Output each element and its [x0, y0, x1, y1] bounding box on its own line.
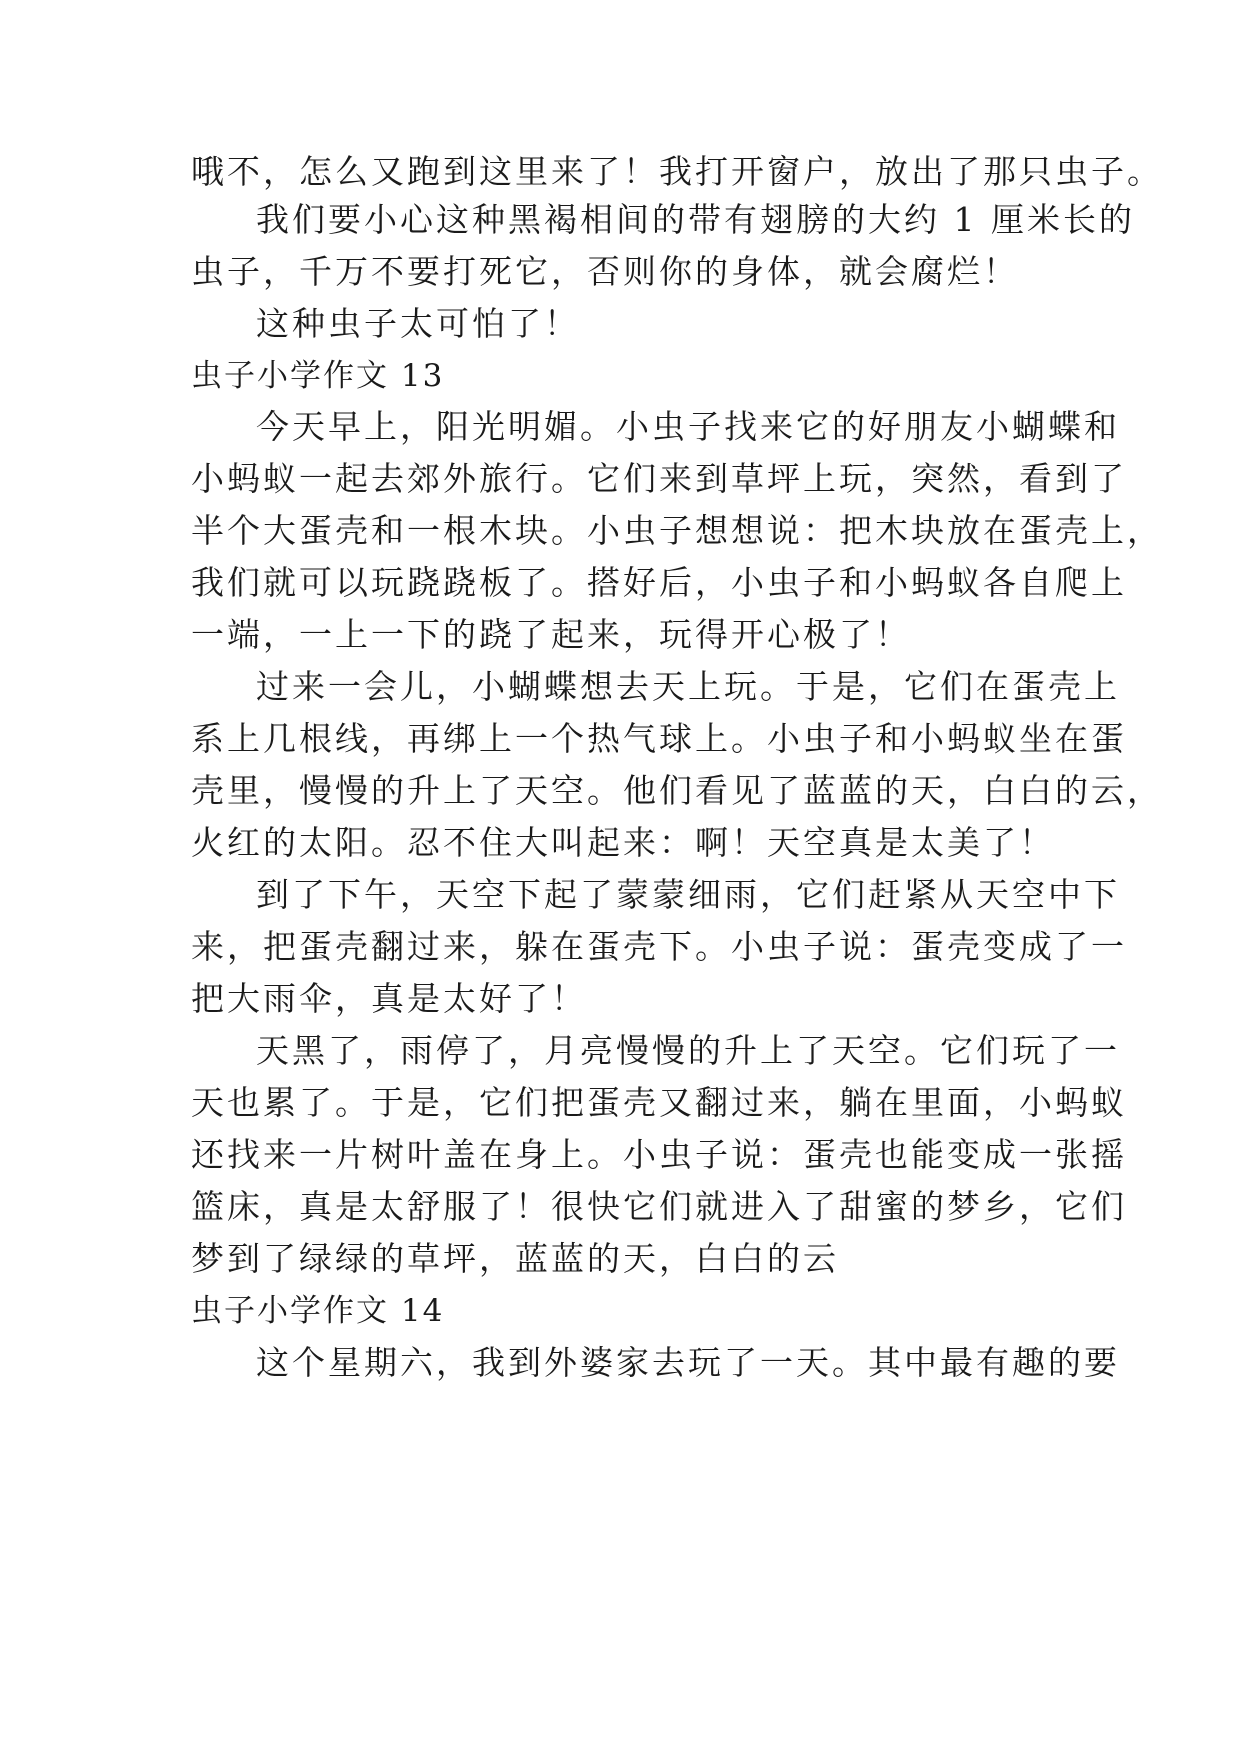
- paragraph-line: 这个星期六，我到外婆家去玩了一天。其中最有趣的要: [256, 1343, 1120, 1382]
- paragraph-line: 把大雨伞，真是太好了！: [191, 979, 587, 1018]
- paragraph-line: 天也累了。于是，它们把蛋壳又翻过来，躺在里面，小蚂蚁: [191, 1083, 1127, 1122]
- paragraph-line: 一端，一上一下的跷了起来，玩得开心极了！: [191, 615, 911, 654]
- paragraph-line: 梦到了绿绿的草坪，蓝蓝的天，白白的云: [191, 1239, 839, 1278]
- paragraph-line: 虫子，千万不要打死它，否则你的身体，就会腐烂！: [191, 252, 1019, 291]
- paragraph-line: 今天早上，阳光明媚。小虫子找来它的好朋友小蝴蝶和: [256, 407, 1120, 446]
- paragraph-line: 火红的太阳。忍不住大叫起来：啊！天空真是太美了！: [191, 823, 1055, 862]
- paragraph-line: 来，把蛋壳翻过来，躲在蛋壳下。小虫子说：蛋壳变成了一: [191, 927, 1127, 966]
- paragraph-line: 哦不，怎么又跑到这里来了！我打开窗户，放出了那只虫子。: [191, 152, 1163, 191]
- paragraph-line: 过来一会儿，小蝴蝶想去天上玩。于是，它们在蛋壳上: [256, 667, 1120, 706]
- paragraph-line: 篮床，真是太舒服了！很快它们就进入了甜蜜的梦乡，它们: [191, 1187, 1127, 1226]
- paragraph-line: 小蚂蚁一起去郊外旅行。它们来到草坪上玩，突然，看到了: [191, 459, 1127, 498]
- paragraph-line: 还找来一片树叶盖在身上。小虫子说：蛋壳也能变成一张摇: [191, 1135, 1127, 1174]
- paragraph-line: 半个大蛋壳和一根木块。小虫子想想说：把木块放在蛋壳上，: [191, 511, 1163, 550]
- paragraph-line: 系上几根线，再绑上一个热气球上。小虫子和小蚂蚁坐在蛋: [191, 719, 1127, 758]
- paragraph-line: 我们就可以玩跷跷板了。搭好后，小虫子和小蚂蚁各自爬上: [191, 563, 1127, 602]
- paragraph-line: 我们要小心这种黑褐相间的带有翅膀的大约 1 厘米长的: [256, 200, 1135, 239]
- section-heading: 虫子小学作文 14: [191, 1293, 445, 1329]
- paragraph-line: 这种虫子太可怕了！: [256, 304, 580, 343]
- section-heading: 虫子小学作文 13: [191, 358, 445, 394]
- paragraph-line: 到了下午，天空下起了蒙蒙细雨，它们赶紧从天空中下: [256, 875, 1120, 914]
- paragraph-line: 壳里，慢慢的升上了天空。他们看见了蓝蓝的天，白白的云，: [191, 771, 1163, 810]
- paragraph-line: 天黑了，雨停了，月亮慢慢的升上了天空。它们玩了一: [256, 1031, 1120, 1070]
